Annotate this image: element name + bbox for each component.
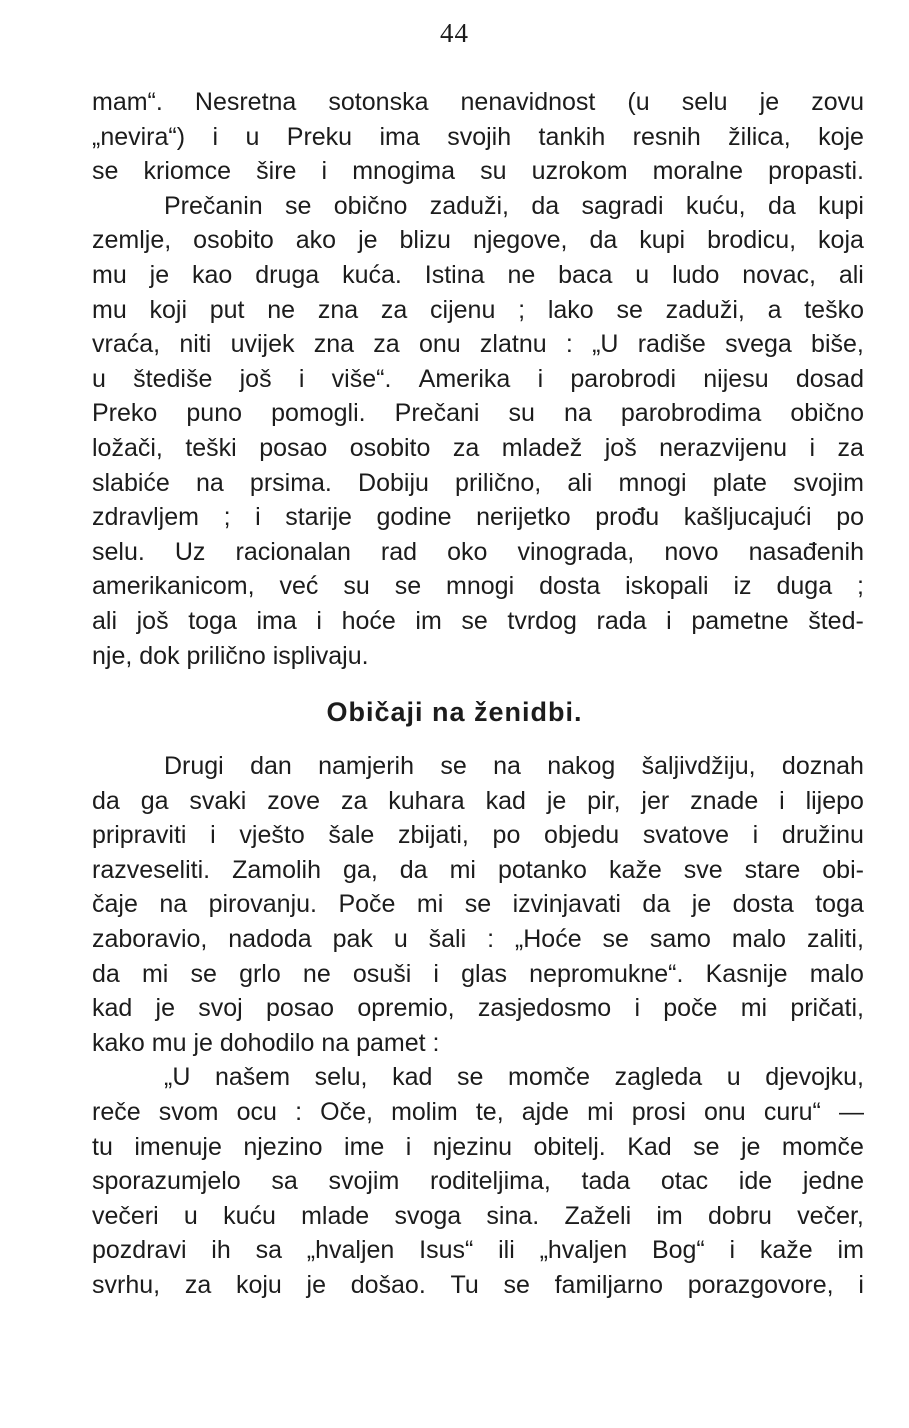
text-line: Prečanin se obično zaduži, da sagradi kuću, da kupi bbox=[164, 191, 864, 220]
text-line: da ga svaki zove za kuhara kad je pir, jer znade i lijepo bbox=[92, 786, 864, 815]
text-line: mu je kao druga kuća. Istina ne baca u ludo novac, ali bbox=[92, 260, 864, 289]
text-line: da mi se grlo ne osuši i glas nepromukne“. Kasnije malo bbox=[92, 959, 864, 988]
text-line: ložači, teški posao osobito za mladež još nerazvijenu i za bbox=[92, 433, 864, 462]
text-line: razveseliti. Zamolih ga, da mi potanko kaže sve stare obi- bbox=[92, 855, 864, 884]
text-line: Drugi dan namjerih se na nakog šaljivdžiju, doznah bbox=[164, 752, 864, 780]
text-line: vraća, niti uvijek zna za onu zlatnu : „U radiše svega biše, bbox=[92, 330, 864, 359]
text-line: Preko puno pomogli. Prečani su na parobrodima obično bbox=[92, 399, 864, 428]
text-line: „nevira“) i u Preku ima svojih tankih resnih žilica, koje bbox=[92, 122, 864, 151]
text-line: reče svom ocu : Oče, molim te, ajde mi prosi onu curu“ — bbox=[92, 1097, 864, 1126]
text-line: čaje na pirovanju. Poče mi se izvinjavati da je dosta toga bbox=[92, 890, 864, 919]
page-number: 44 bbox=[440, 18, 469, 48]
text-line: kad je svoj posao opremio, zasjedosmo i poče mi pričati, bbox=[92, 994, 864, 1023]
text-line: kako mu je dohodilo na pamet : bbox=[92, 1028, 440, 1057]
text-line: u štediše još i više“. Amerika i parobrodi nijesu dosad bbox=[92, 364, 864, 393]
text-line: pozdravi ih sa „hvaljen Isus“ ili „hvaljen Bog“ i kaže im bbox=[92, 1236, 864, 1265]
text-line: večeri u kuću mlade svoga sina. Zaželi im dobru večer, bbox=[92, 1201, 864, 1230]
text-line: sporazumjelo sa svojim roditeljima, tada otac ide jedne bbox=[92, 1167, 864, 1196]
section-heading: Običaji na ženidbi. bbox=[326, 697, 583, 727]
text-line: zaboravio, nadoda pak u šali : „Hoće se samo malo zaliti, bbox=[92, 924, 864, 953]
text-line: zemlje, osobito ako je blizu njegove, da kupi brodicu, koja bbox=[92, 226, 864, 255]
text-line: selu. Uz racionalan rad oko vinograda, novo nasađenih bbox=[92, 537, 864, 566]
text-line: slabiće na prsima. Dobiju prilično, ali mnogi plate svojim bbox=[92, 468, 864, 497]
text-line: amerikanicom, već su se mnogi dosta iskopali iz duga ; bbox=[92, 572, 864, 601]
text-line: ali još toga ima i hoće im se tvrdog rada i pametne šted- bbox=[92, 606, 864, 635]
text-line: mu koji put ne zna za cijenu ; lako se zaduži, a teško bbox=[92, 295, 864, 324]
text-line: mam“. Nesretna sotonska nenavidnost (u selu je zovu bbox=[92, 88, 864, 116]
paragraph-block-1 bbox=[92, 88, 864, 676]
text-line: tu imenuje njezino ime i njezinu obitelj. Kad se je momče bbox=[92, 1132, 864, 1161]
text-line: se kriomce šire i mnogima su uzrokom moralne propasti. bbox=[92, 157, 864, 186]
text-line: „U našem selu, kad se momče zagleda u djevojku, bbox=[164, 1063, 864, 1092]
text-line: zdravljem ; i starije godine nerijetko prođu kašljucajući po bbox=[92, 503, 864, 532]
text-line: svrhu, za koju je došao. Tu se familjarno porazgovore, i bbox=[92, 1270, 864, 1299]
text-line: nje, dok prilično isplivaju. bbox=[92, 641, 369, 670]
paragraph-block-2 bbox=[92, 752, 864, 1306]
text-line: pripraviti i vješto šale zbijati, po objedu svatove i družinu bbox=[92, 821, 864, 850]
